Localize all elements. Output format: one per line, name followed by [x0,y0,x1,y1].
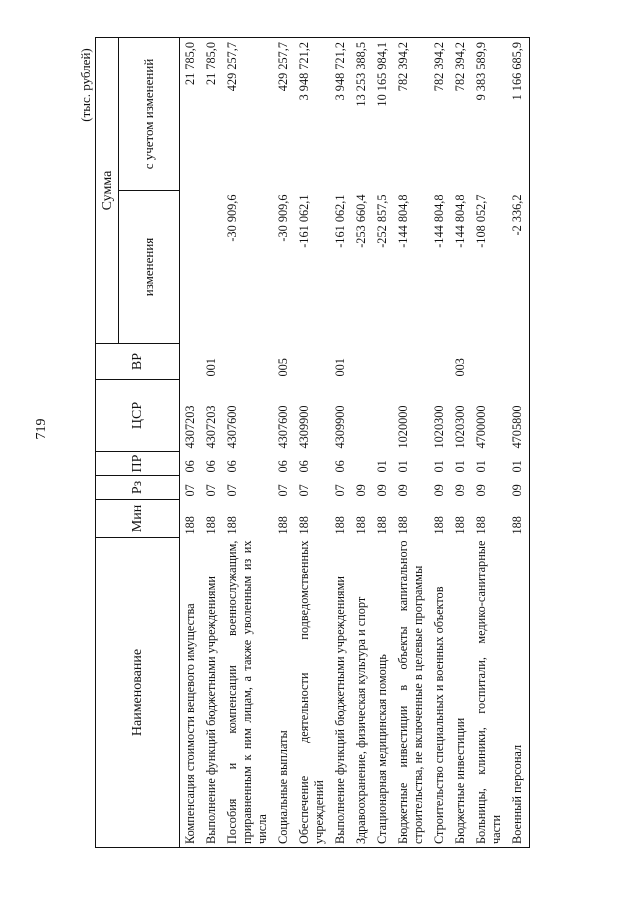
row-total: 10 165 984,1 [372,38,393,191]
budget-table [95,37,530,848]
table-row [429,38,450,848]
row-name: Здравоохранение, физическая культура и спорт [351,538,372,848]
row-pr: 06 [183,460,197,473]
row-vr [351,344,372,380]
row-change: -144 804,8 [432,194,446,248]
row-name: Обеспечение деятельности подведомственных учреждений [294,538,330,848]
header-vr: ВР [96,344,180,380]
row-vr [372,344,393,380]
row-rz: 09 [375,484,389,497]
table-row [471,38,507,848]
row-csr: 4309900 [333,405,347,449]
row-total: 429 257,7 [273,38,294,191]
row-vr [180,344,202,380]
row-min: 188 [453,516,467,535]
row-csr: 4309900 [297,405,311,449]
row-name: Больницы, клиники, госпитали, медико-санитарные части [471,538,507,848]
row-total: 21 785,0 [180,38,202,191]
row-total: 782 394,2 [393,38,429,191]
table-body [180,38,530,848]
table-row [201,38,222,848]
row-min: 188 [276,516,290,535]
header-row-1 [96,38,119,848]
row-csr [351,380,372,452]
row-csr: 1020300 [432,405,446,449]
row-change [201,191,222,344]
row-total: 782 394,2 [450,38,471,191]
row-min: 188 [333,516,347,535]
row-vr [222,344,273,380]
row-min: 188 [375,516,389,535]
row-change: -144 804,8 [453,194,467,248]
row-change [180,191,202,344]
header-changes: изменения [119,191,180,344]
row-rz: 09 [354,484,368,497]
row-name: Компенсация стоимости вещевого имущества [180,538,202,848]
row-csr: 4307203 [204,405,218,449]
header-min: Мин [96,500,180,538]
table-row [351,38,372,848]
table-row [273,38,294,848]
row-pr: 06 [333,460,347,473]
row-name: Социальные выплаты [273,538,294,848]
row-name: Стационарная медицинская помощь [372,538,393,848]
table-row [372,38,393,848]
row-change: -161 062,1 [333,194,347,248]
row-rz: 07 [297,484,311,497]
row-rz: 09 [474,484,488,497]
row-rz: 09 [396,484,410,497]
header-with-changes: с учетом изменений [119,38,180,191]
row-change: -252 857,5 [375,194,389,248]
row-vr [393,344,429,380]
row-vr [429,344,450,380]
row-rz: 09 [453,484,467,497]
row-vr: 001 [204,358,218,377]
row-total: 21 785,0 [201,38,222,191]
table-row [507,38,530,848]
row-total: 3 948 721,2 [330,38,351,191]
row-rz: 07 [225,484,239,497]
row-vr: 003 [453,358,467,377]
row-min: 188 [507,500,530,538]
row-name: Строительство специальных и военных объектов [429,538,450,848]
row-vr: 001 [333,358,347,377]
row-pr: 01 [432,460,446,473]
row-min: 188 [204,516,218,535]
page-number: 719 [34,418,49,440]
row-pr: 01 [396,460,410,473]
table-row [294,38,330,848]
row-rz: 07 [276,484,290,497]
row-csr: 4700000 [474,405,488,449]
row-vr [294,344,330,380]
row-change: -253 660,4 [354,194,368,248]
row-min: 188 [297,516,311,535]
units-note: (тыс. рублей) [78,48,93,122]
header-rz: Рз [96,476,180,500]
row-vr [471,344,507,380]
table-row [222,38,273,848]
row-pr [351,452,372,476]
row-name: Бюджетные инвестиции [450,538,471,848]
row-change: -108 052,7 [474,194,488,248]
row-min: 188 [225,516,239,535]
row-pr: 01 [375,460,389,473]
row-total: 13 253 388,5 [351,38,372,191]
row-vr: 005 [276,358,290,377]
header-csr: ЦСР [96,380,180,452]
row-pr: 06 [225,460,239,473]
row-min: 188 [183,516,197,535]
header-sum: Сумма [96,38,119,344]
header-name: Наименование [96,538,180,848]
row-total: 782 394,2 [429,38,450,191]
row-pr: 01 [453,460,467,473]
row-change: -30 909,6 [225,194,239,242]
row-rz: 07 [333,484,347,497]
row-min: 188 [432,516,446,535]
row-name: Пособия и компенсации военнослужащим, приравненным к ним лицам, а также уволенным из их числа [222,538,273,848]
row-csr: 4705800 [507,380,530,452]
row-csr: 4307203 [183,405,197,449]
row-pr: 01 [474,460,488,473]
row-min: 188 [474,516,488,535]
row-name: Бюджетные инвестиции в объекты капитального строительства, не включенные в целевые программы [393,538,429,848]
table-row [393,38,429,848]
table-row [180,38,202,848]
row-change: -2 336,2 [507,191,530,344]
row-rz: 09 [432,484,446,497]
row-pr: 06 [276,460,290,473]
row-pr: 01 [507,452,530,476]
row-total: 1 166 685,9 [507,38,530,191]
row-name: Выполнение функций бюджетными учреждениями [201,538,222,848]
row-rz: 09 [507,476,530,500]
row-pr: 06 [297,460,311,473]
row-rz: 07 [204,484,218,497]
row-change: -161 062,1 [297,194,311,248]
row-vr [507,344,530,380]
table-row [450,38,471,848]
row-csr: 1020300 [453,405,467,449]
row-total: 429 257,7 [222,38,273,191]
header-pr: ПР [96,452,180,476]
row-name: Военный персонал [507,538,530,848]
row-csr: 4307600 [225,405,239,449]
row-csr: 1020000 [396,405,410,449]
row-name: Выполнение функций бюджетными учреждениями [330,538,351,848]
row-change: -144 804,8 [396,194,410,248]
row-total: 9 383 589,9 [471,38,507,191]
table-row [330,38,351,848]
row-rz: 07 [183,484,197,497]
row-total: 3 948 721,2 [294,38,330,191]
row-csr: 4307600 [276,405,290,449]
row-pr: 06 [204,460,218,473]
row-csr [372,380,393,452]
row-min: 188 [396,516,410,535]
row-min: 188 [354,516,368,535]
row-change: -30 909,6 [276,194,290,242]
